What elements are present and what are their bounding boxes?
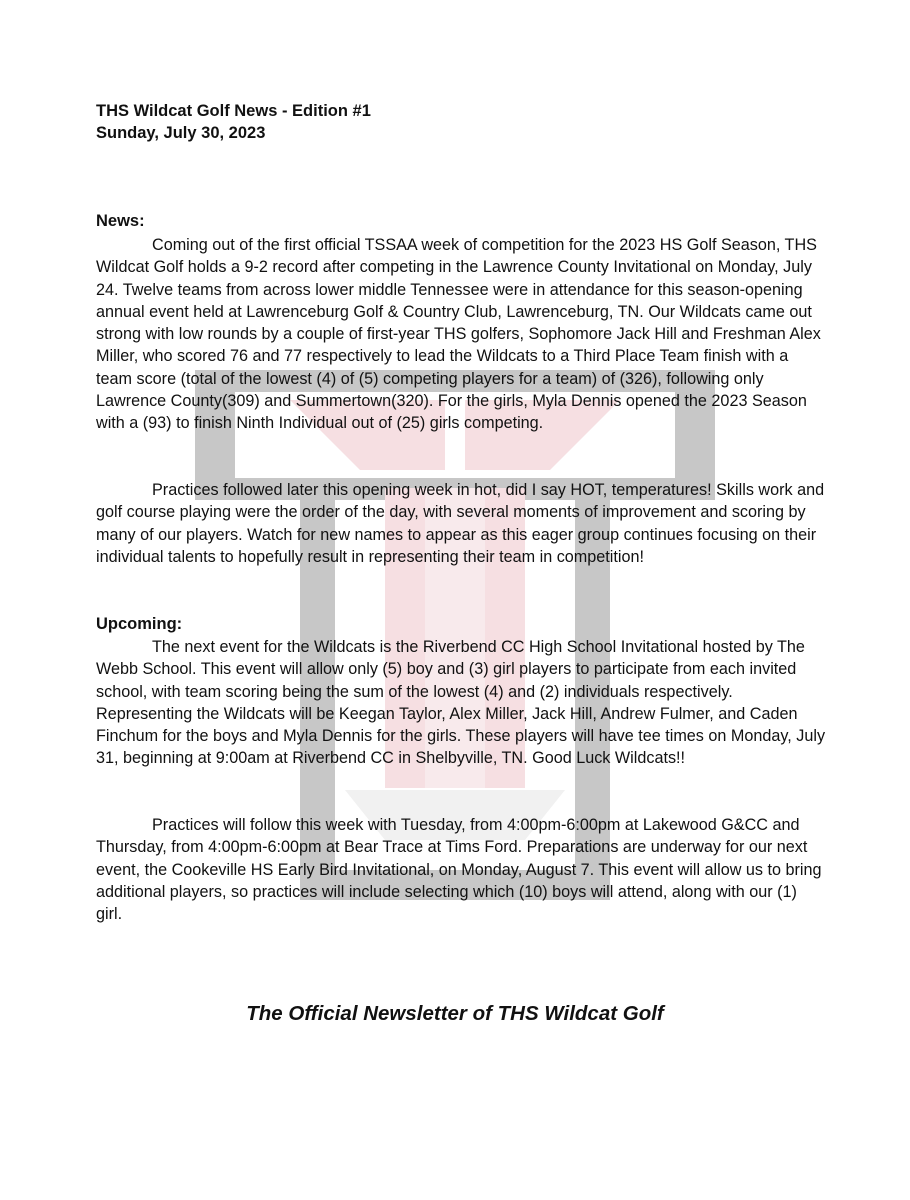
news-paragraph-2: Practices followed later this opening week in hot, did I say HOT, temperatures! Skills work and golf course playing were the order of the day, with several moments of improvement and scoring by many of our players. Watch for new names to appear as this eager group continues focusing on their individual talents to hopefully result in representing their team in competition! <box>96 481 825 566</box>
newsletter-date: Sunday, July 30, 2023 <box>96 124 266 142</box>
news-paragraph-1: Coming out of the first official TSSAA week of competition for the 2023 HS Golf Season, THS Wildcat Golf holds a 9-2 record after competing in the Lawrence County Invitational on Monday, July 24. Twelve teams from across lower middle Tennessee were in attendance for this season-opening annual event held at Lawrenceburg Golf & Country Club, Lawrenceburg, TN. Our Wildcats came out strong with low rounds by a couple of first-year THS golfers, Sophomore Jack Hill and Freshman Alex Miller, who scored 76 and 77 respectively to lead the Wildcats to a Third Place Team finish with a team score (total of the lowest (4) of (5) competing players for a team) of (326), following only Lawrence County(309) and Summertown(320). For the girls, Myla Dennis opened the 2023 Season with a (93) to finish Ninth Individual out of (25) girls competing. <box>96 236 821 433</box>
news-heading: News: <box>96 212 145 230</box>
newsletter-title: THS Wildcat Golf News - Edition #1 <box>96 102 371 120</box>
upcoming-heading: Upcoming: <box>96 615 183 633</box>
upcoming-paragraph-1: The next event for the Wildcats is the Riverbend CC High School Invitational hosted by The Webb School. This event will allow only (5) boy and (3) girl players to participate from each invited school, with team scoring being the sum of the lowest (4) and (2) individuals respectively. Representing the Wildcats will be Keegan Taylor, Alex Miller, Jack Hill, Andrew Fulmer, and Caden Finchum for the boys and Myla Dennis for the girls. These players will have tee times on Monday, July 31, beginning at 9:00am at Riverbend CC in Shelbyville, TN. Good Luck Wildcats!! <box>96 638 826 768</box>
upcoming-paragraph-2: Practices will follow this week with Tuesday, from 4:00pm-6:00pm at Lakewood G&CC and Thursday, from 4:00pm-6:00pm at Bear Trace at Tims Ford. Preparations are underway for our next event, the Cookeville HS Early Bird Invitational, on Monday, August 7. This event will allow us to bring additional players, so practices will include selecting which (10) boys will attend, along with our (1) girl. <box>96 816 822 924</box>
newsletter-tagline: The Official Newsletter of THS Wildcat Golf <box>246 1002 664 1025</box>
